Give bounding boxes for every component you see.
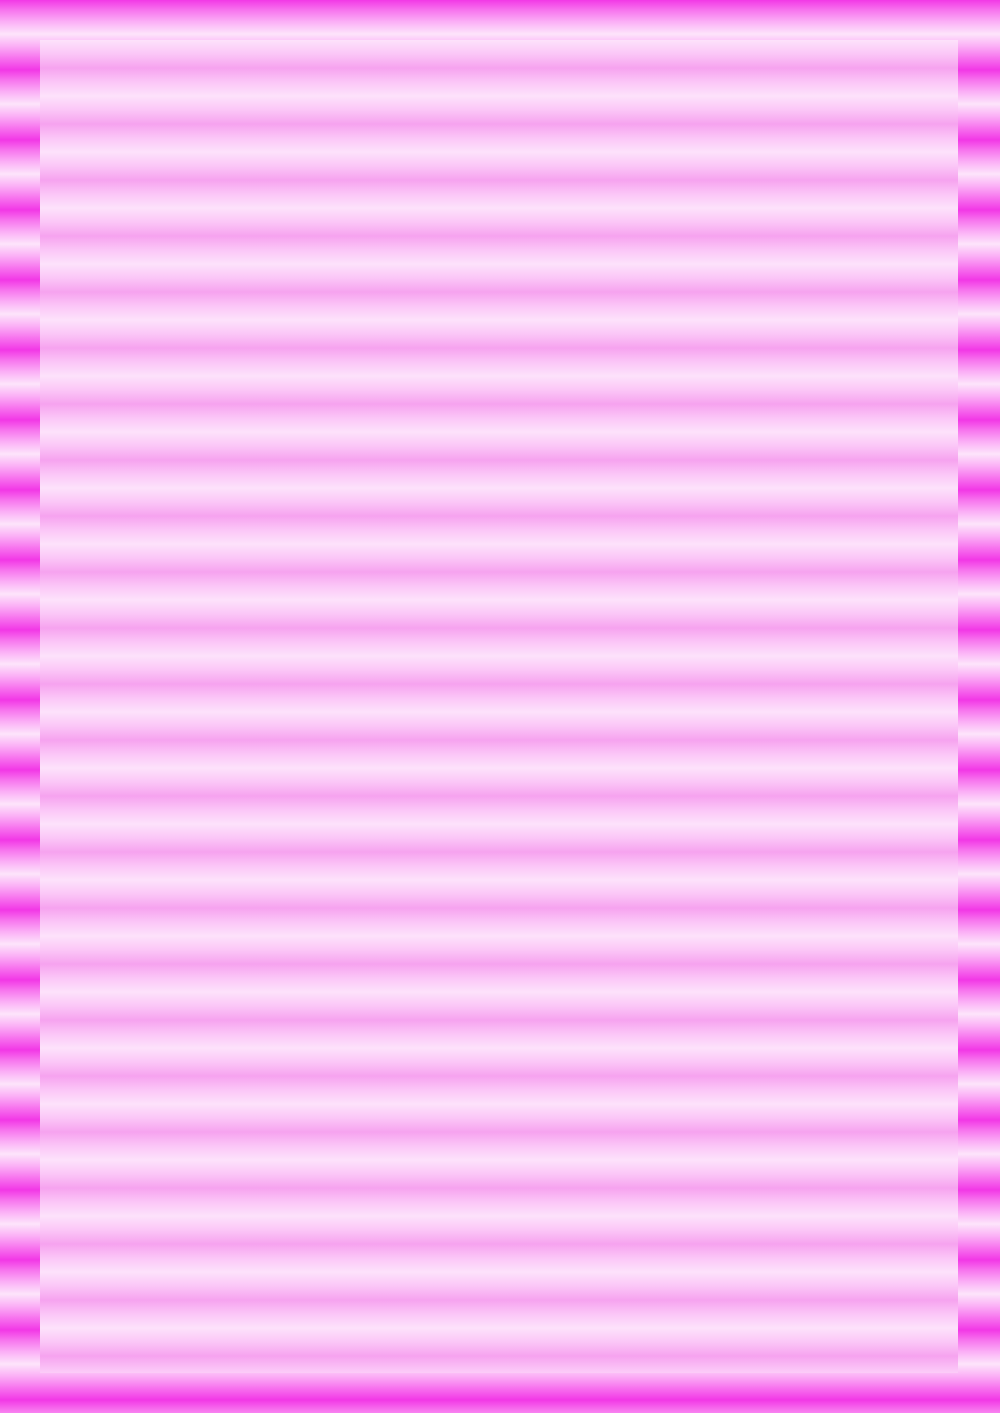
balloon-border-top <box>40 40 958 74</box>
worksheet-header <box>86 90 906 110</box>
balloon-border-bottom <box>40 1339 958 1373</box>
balloon-border-right <box>924 74 958 1339</box>
worksheet-frame <box>40 40 958 1373</box>
balloon-border-left <box>40 74 74 1339</box>
